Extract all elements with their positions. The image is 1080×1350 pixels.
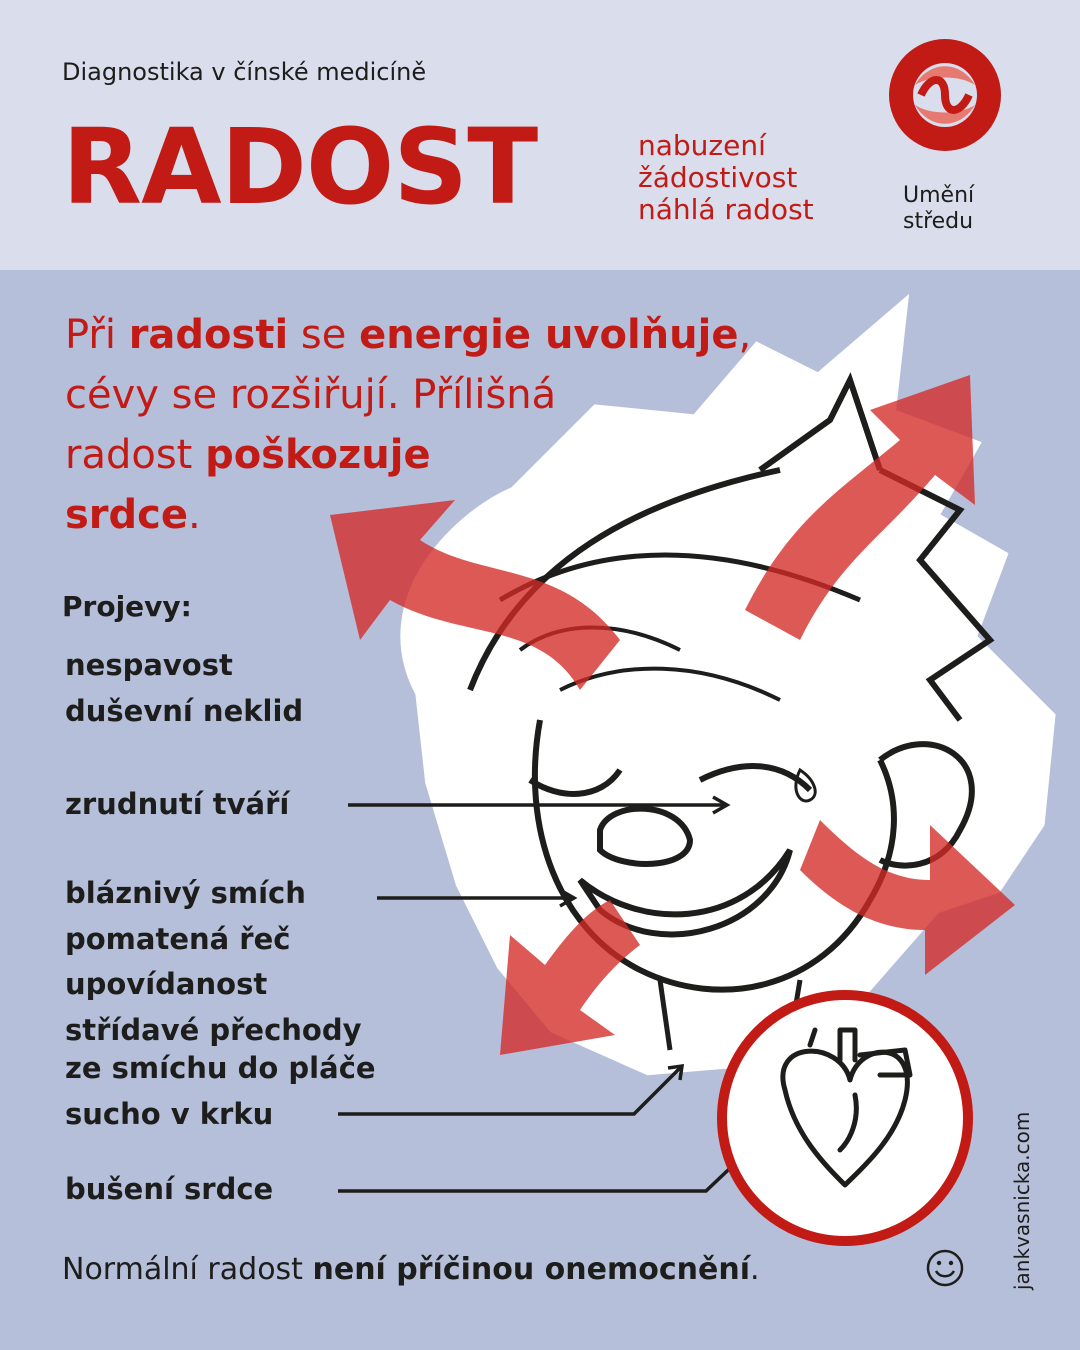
symptom-item: střídavé přechody [65, 1013, 362, 1047]
symptom-item: ze smíchu do pláče [65, 1051, 376, 1085]
footer-note: Normální radost není příčinou onemocnění. [62, 1252, 760, 1287]
symptom-item: duševní neklid [65, 694, 304, 728]
symptom-item: sucho v krku [65, 1097, 274, 1131]
symptoms-label: Projevy: [62, 590, 192, 623]
symptom-item: bláznivý smích [65, 876, 306, 910]
aspect-item: žádostivost [638, 161, 798, 194]
symptom-item: zrudnutí tváří [65, 787, 290, 821]
intro-text: Při radosti se energie uvolňuje, cévy se rozšiřují. Přílišná radost poškozuje srdce. [65, 312, 752, 538]
logo-label: Umění středu [903, 183, 975, 234]
aspect-item: nabuzení [638, 129, 766, 162]
smiley-icon [925, 1248, 965, 1288]
symptom-item: pomatená řeč [65, 922, 291, 956]
page-title: RADOST [62, 106, 538, 228]
aspect-item: náhlá radost [638, 193, 814, 226]
credit-url: jankvasnicka.com [1010, 1111, 1034, 1290]
symptom-item: nespavost [65, 648, 233, 682]
symptom-item: upovídanost [65, 967, 268, 1001]
subtitle: Diagnostika v čínské medicíně [62, 58, 427, 86]
symptom-item: bušení srdce [65, 1172, 274, 1206]
